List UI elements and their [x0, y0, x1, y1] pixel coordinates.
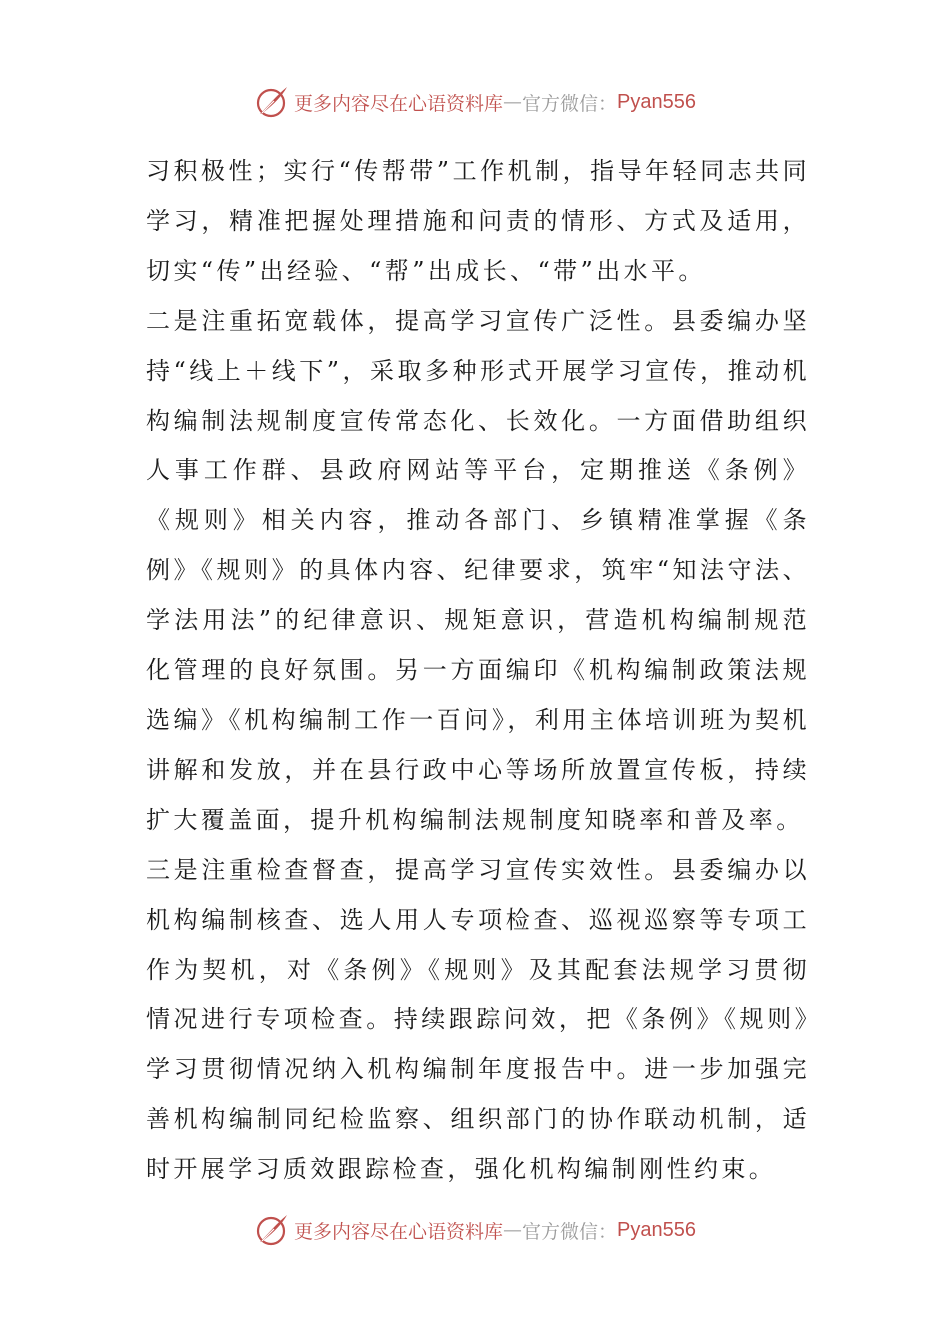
watermark-wechat-id: Pyan556: [617, 90, 696, 113]
watermark-brand: 更多内容尽在心语资料库: [294, 92, 504, 115]
footer-watermark: [0, 1210, 950, 1250]
watermark-wechat-id: Pyan556: [617, 1218, 696, 1241]
watermark-separator: —: [503, 1219, 523, 1241]
paragraph-third-point: 三是注重检查督查，提高学习宣传实效性。县委编办以机构编制核查、选人用人专项检查、巡视巡察等专项工作为契机，对《条例》《规则》及其配套法规学习贯彻情况进行专项检查。持续跟踪问效，把《条例》《规则》学习贯彻情况纳入机构编制年度报告中。进一步加强完善机构编制同纪检监察、组织部门的协作联动机制，适时开展学习质效跟踪检查，强化机构编制刚性约束。: [146, 855, 810, 1184]
watermark-label: 官方微信：: [522, 1220, 618, 1243]
quill-pen-circle-icon: [254, 84, 290, 120]
watermark-label: 官方微信：: [522, 92, 618, 115]
header-watermark: [0, 82, 950, 122]
watermark-brand: 更多内容尽在心语资料库: [294, 1220, 504, 1243]
paragraph-second-point: 二是注重拓宽载体，提高学习宣传广泛性。县委编办坚持“线上＋线下”，采取多种形式开展学习宣传，推动机构编制法规制度宣传常态化、长效化。一方面借助组织人事工作群、县政府网站等平台，定期推送《条例》《规则》相关内容，推动各部门、乡镇精准掌握《条例》《规则》的具体内容、纪律要求，筑牢“知法守法、学法用法”的纪律意识、规矩意识，营造机构编制规范化管理的良好氛围。另一方面编印《机构编制政策法规选编》《机构编制工作一百问》，利用主体培训班为契机讲解和发放，并在县行政中心等场所放置宣传板，持续扩大覆盖面，提升机构编制法规制度知晓率和普及率。: [146, 306, 810, 834]
quill-pen-circle-icon: [254, 1212, 290, 1248]
watermark-separator: —: [503, 91, 523, 113]
document-body: [146, 147, 810, 1195]
paragraph-continuation: 习积极性；实行“传帮带”工作机制，指导年轻同志共同学习，精准把握处理措施和问责的情形、方式及适用，切实“传”出经验、“帮”出成长、“带”出水平。: [146, 157, 810, 285]
